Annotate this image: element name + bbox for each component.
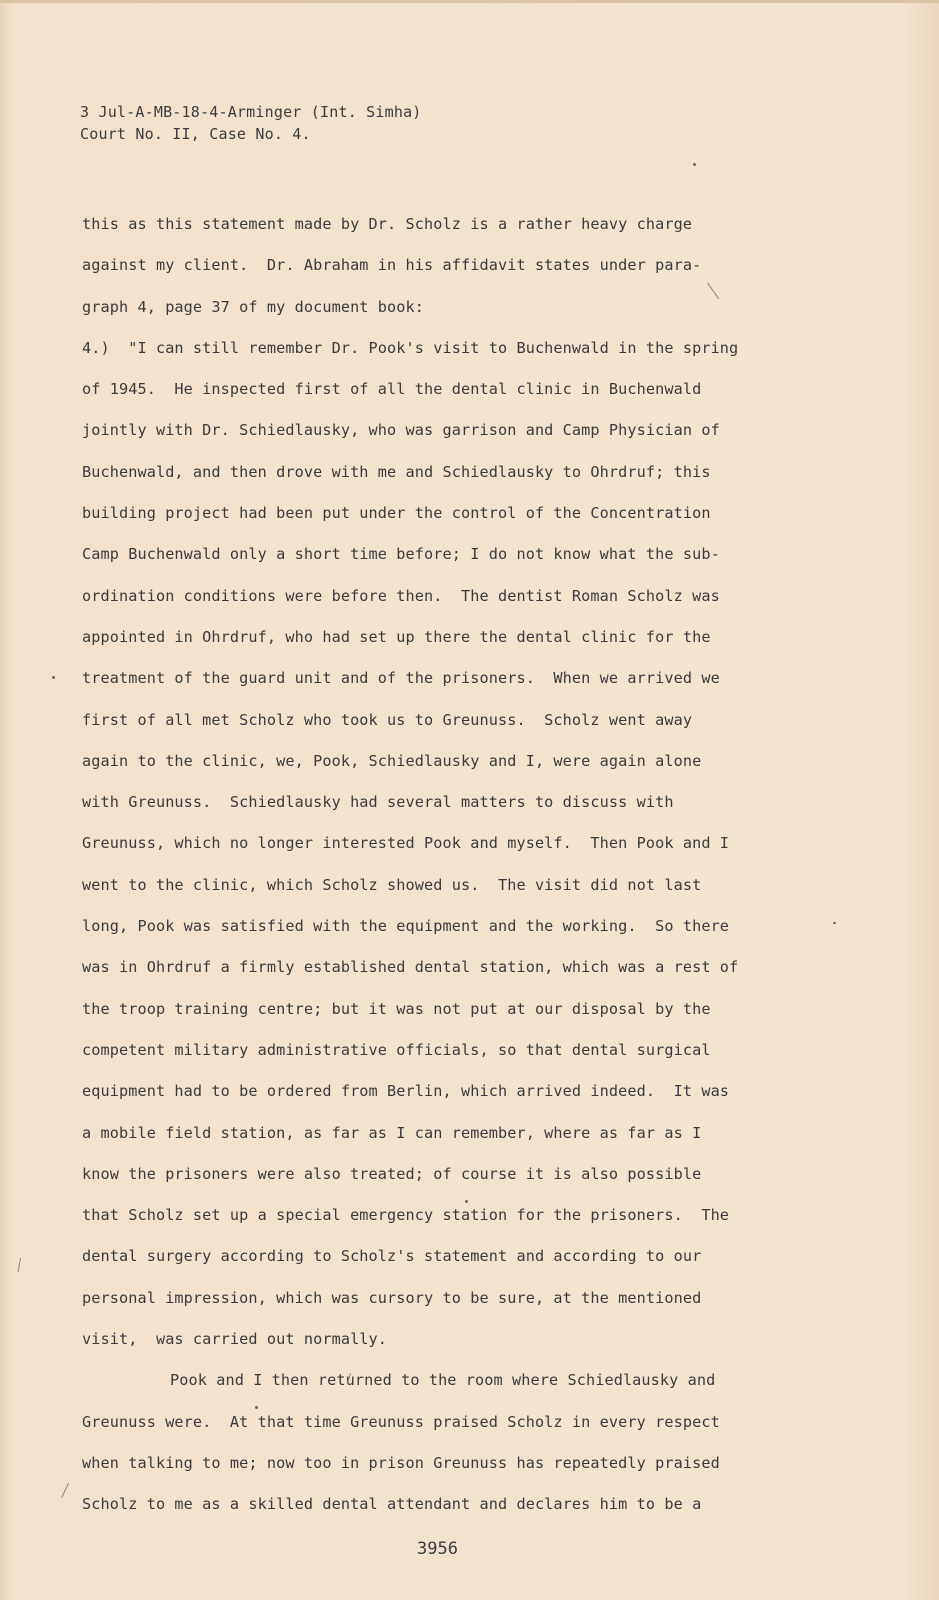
text-line: this as this statement made by Dr. Scholz is a rather heavy charge xyxy=(82,215,693,233)
paper-speck xyxy=(52,676,55,679)
text-line: personal impression, which was cursory to be sure, at the mentioned xyxy=(82,1288,702,1307)
text-line: with Greunuss. Schiedlausky had several matters to discuss with xyxy=(82,793,674,812)
paper-speck xyxy=(255,1406,258,1409)
text-line: first of all met Scholz who took us to Greunuss. Scholz went away xyxy=(82,710,693,729)
text-line: the troop training centre; but it was not put at our disposal by the xyxy=(82,999,711,1018)
text-line: long, Pook was satisfied with the equipment and the working. So there xyxy=(82,917,730,936)
text-line: when talking to me; now too in prison Greunuss has repeatedly praised xyxy=(82,1453,720,1472)
text-line: went to the clinic, which Scholz showed us. The visit did not last xyxy=(82,875,702,894)
paper-speck xyxy=(833,922,836,924)
text-line: appointed in Ohrdruf, who had set up there the dental clinic for the xyxy=(82,627,711,646)
document-header xyxy=(80,101,422,145)
text-line: Greunuss were. At that time Greunuss praised Scholz in every respect xyxy=(82,1412,720,1431)
text-line: Greunuss, which no longer interested Pook and myself. Then Pook and I xyxy=(82,834,730,853)
text-line: dental surgery according to Scholz's statement and according to our xyxy=(82,1247,702,1266)
text-line: graph 4, page 37 of my document book: xyxy=(82,297,425,316)
text-line: visit, was carried out normally. xyxy=(82,1330,388,1349)
text-line: equipment had to be ordered from Berlin, which arrived indeed. It was xyxy=(82,1082,730,1101)
text-line: competent military administrative officials, so that dental surgical xyxy=(82,1040,711,1059)
text-line: Scholz to me as a skilled dental attendant and declares him to be a xyxy=(82,1495,702,1514)
paper-mark xyxy=(18,1258,21,1272)
header-court-line: Court No. II, Case No. 4. xyxy=(80,125,311,143)
text-line: jointly with Dr. Schiedlausky, who was garrison and Camp Physician of xyxy=(82,421,720,440)
text-line: a mobile field station, as far as I can remember, where as far as I xyxy=(82,1123,702,1142)
text-line: Buchenwald, and then drove with me and Schiedlausky to Ohrdruf; this xyxy=(82,462,711,481)
text-line: against my client. Dr. Abraham in his affidavit states under para- xyxy=(82,256,702,275)
paper-speck xyxy=(693,163,696,166)
header-reference-line: 3 Jul-A-MB-18-4-Arminger (Int. Simha) xyxy=(80,103,422,121)
text-line: 4.) "I can still remember Dr. Pook's visit to Buchenwald in the spring xyxy=(82,338,739,357)
document-body xyxy=(82,204,892,1526)
paper-speck xyxy=(465,1200,468,1203)
text-line: Camp Buchenwald only a short time before; I do not know what the sub- xyxy=(82,545,720,564)
paragraph-start-line: Pook and I then returned to the room where Schiedlausky and xyxy=(170,1371,716,1390)
text-line: treatment of the guard unit and of the prisoners. When we arrived we xyxy=(82,669,720,688)
text-line: was in Ohrdruf a firmly established dental station, which was a rest of xyxy=(82,958,739,977)
paper-mark xyxy=(61,1483,69,1498)
page-number: 3956 xyxy=(417,1539,458,1559)
text-line: that Scholz set up a special emergency station for the prisoners. The xyxy=(82,1206,730,1225)
text-line: of 1945. He inspected first of all the dental clinic in Buchenwald xyxy=(82,380,702,399)
text-line: building project had been put under the control of the Concentration xyxy=(82,504,711,523)
text-line: again to the clinic, we, Pook, Schiedlausky and I, were again alone xyxy=(82,751,702,770)
text-line: know the prisoners were also treated; of course it is also possible xyxy=(82,1164,702,1183)
text-line: ordination conditions were before then. The dentist Roman Scholz was xyxy=(82,586,720,605)
